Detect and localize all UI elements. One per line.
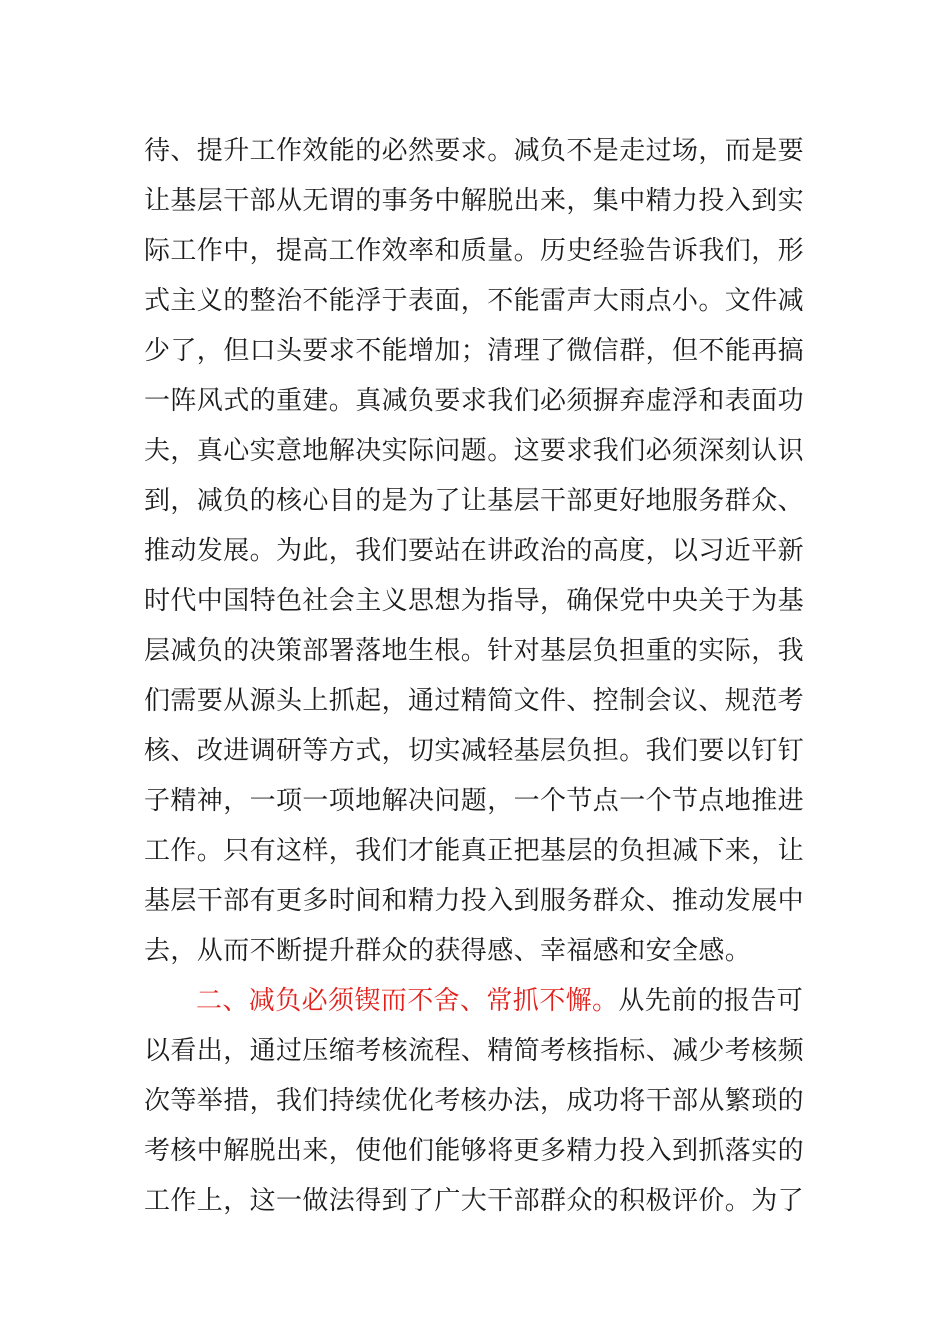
section-heading: 二、减负必须锲而不舍、常抓不懈。 (196, 986, 619, 1016)
body-line: 时代中国特色社会主义思想为指导，确保党中央关于为基 (144, 586, 805, 616)
body-line: 们需要从源头上抓起，通过精简文件、控制会议、规范考 (144, 686, 805, 716)
body-line: 次等举措，我们持续优化考核办法，成功将干部从繁琐的 (144, 1086, 805, 1116)
body-line: 待、提升工作效能的必然要求。减负不是走过场，而是要 (144, 136, 805, 166)
body-line: 夫，真心实意地解决实际问题。这要求我们必须深刻认识 (144, 436, 805, 466)
body-line: 工作上，这一做法得到了广大干部群众的积极评价。为了 (144, 1186, 805, 1216)
body-line: 到，减负的核心目的是为了让基层干部更好地服务群众、 (144, 486, 805, 516)
body-line: 基层干部有更多时间和精力投入到服务群众、推动发展中 (144, 886, 805, 916)
section-heading-continuation: 从先前的报告可 (618, 986, 804, 1016)
body-line: 去，从而不断提升群众的获得感、幸福感和安全感。 (144, 936, 752, 966)
section-heading-line (144, 976, 804, 1026)
body-line: 考核中解脱出来，使他们能够将更多精力投入到抓落实的 (144, 1136, 805, 1166)
body-line: 以看出，通过压缩考核流程、精简考核指标、减少考核频 (144, 1036, 805, 1066)
body-line: 核、改进调研等方式，切实减轻基层负担。我们要以钉钉 (144, 736, 805, 766)
body-line: 际工作中，提高工作效率和质量。历史经验告诉我们，形 (144, 236, 805, 266)
body-line: 子精神，一项一项地解决问题，一个节点一个节点地推进 (144, 786, 805, 816)
body-line: 推动发展。为此，我们要站在讲政治的高度，以习近平新 (144, 536, 805, 566)
body-line: 让基层干部从无谓的事务中解脱出来，集中精力投入到实 (144, 186, 805, 216)
body-line: 式主义的整治不能浮于表面，不能雷声大雨点小。文件减 (144, 286, 805, 316)
body-line: 少了，但口头要求不能增加；清理了微信群，但不能再搞 (144, 336, 805, 366)
body-line: 一阵风式的重建。真减负要求我们必须摒弃虚浮和表面功 (144, 386, 805, 416)
document-body (144, 126, 805, 1226)
body-line: 层减负的决策部署落地生根。针对基层负担重的实际，我 (144, 636, 805, 666)
body-line: 工作。只有这样，我们才能真正把基层的负担减下来，让 (144, 836, 805, 866)
